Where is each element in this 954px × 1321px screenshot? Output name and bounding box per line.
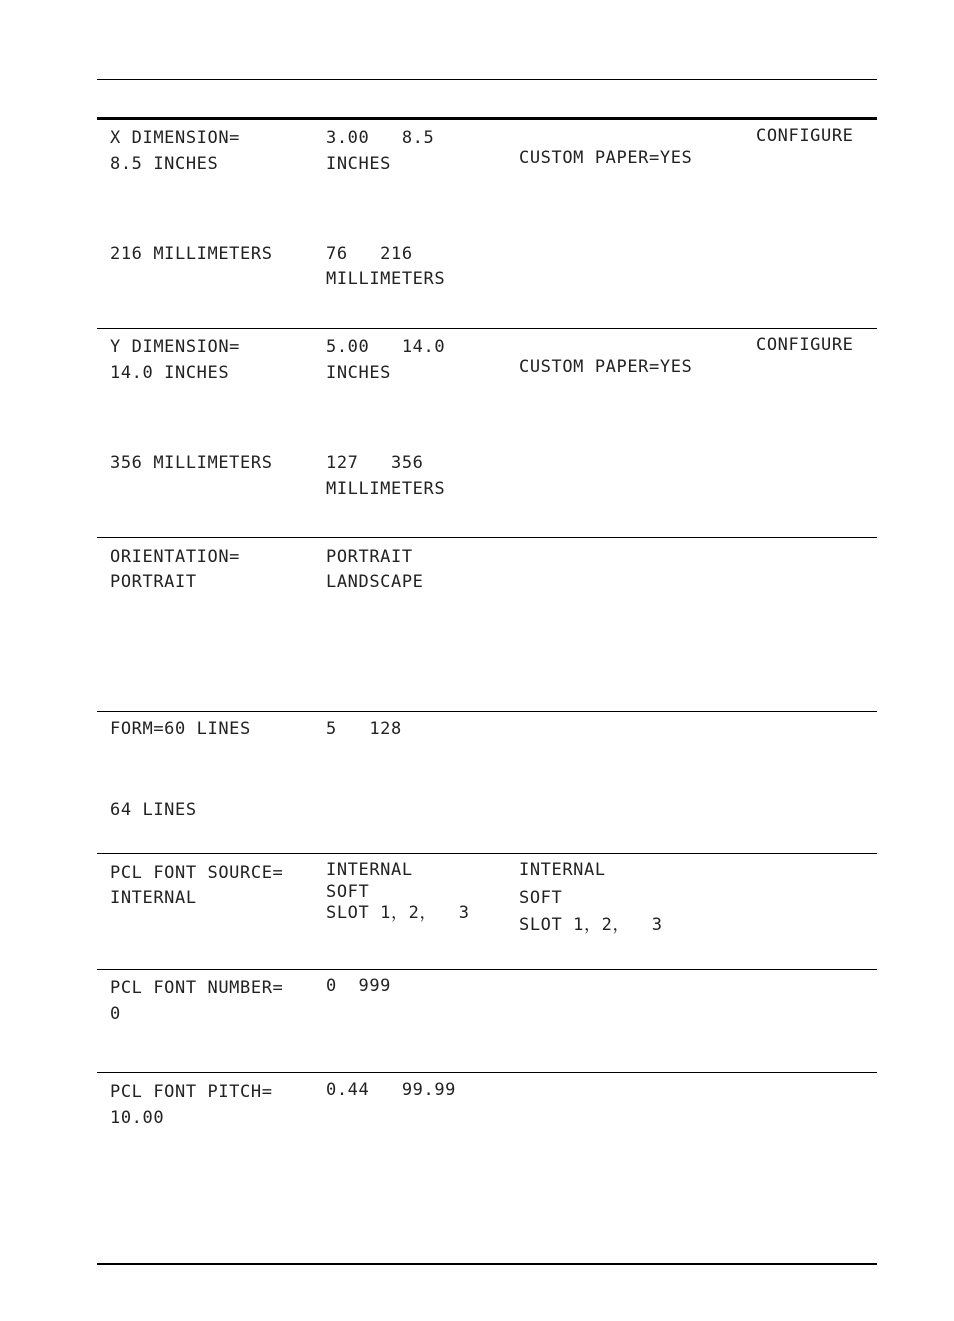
row-divider xyxy=(97,853,877,854)
value-option: SLOT 1，2， 3 xyxy=(326,903,470,923)
row-note: CUSTOM PAPER=YES xyxy=(519,148,693,168)
item-default-metric: 356 MILLIMETERS xyxy=(110,453,273,473)
menu-name: CONFIGURE xyxy=(756,335,854,355)
row-note: INTERNAL xyxy=(519,860,606,880)
item-name: PCL FONT PITCH= xyxy=(110,1082,273,1102)
item-name: PCL FONT NUMBER= xyxy=(110,978,284,998)
value-unit-metric: MILLIMETERS xyxy=(326,269,446,289)
item-default: 10.00 xyxy=(110,1108,165,1128)
row-divider xyxy=(97,328,877,329)
row-note: SLOT 1，2， 3 xyxy=(519,915,663,935)
value-range: 0 999 xyxy=(326,976,392,996)
value-range: 5.00 14.0 xyxy=(326,337,446,357)
item-name: Y DIMENSION= xyxy=(110,337,241,357)
value-unit: INCHES xyxy=(326,363,392,383)
item-default: INTERNAL xyxy=(110,888,197,908)
row-divider xyxy=(97,711,877,712)
item-default-alt: 64 LINES xyxy=(110,800,197,820)
row-divider xyxy=(97,969,877,970)
row-note: CUSTOM PAPER=YES xyxy=(519,357,693,377)
item-default: 14.0 INCHES xyxy=(110,363,230,383)
value-unit-metric: MILLIMETERS xyxy=(326,479,446,499)
row-divider xyxy=(97,537,877,538)
item-name: X DIMENSION= xyxy=(110,128,241,148)
item-default-metric: 216 MILLIMETERS xyxy=(110,244,273,264)
value-option: INTERNAL xyxy=(326,860,413,880)
row-note: SOFT xyxy=(519,888,563,908)
value-option: PORTRAIT xyxy=(326,547,413,567)
menu-name: CONFIGURE xyxy=(756,126,854,146)
item-name: FORM=60 LINES xyxy=(110,719,251,739)
value-range: 5 128 xyxy=(326,719,402,739)
value-option: SOFT xyxy=(326,882,370,902)
row-divider xyxy=(97,1072,877,1073)
item-default: 8.5 INCHES xyxy=(110,154,219,174)
value-range-metric: 127 356 xyxy=(326,453,424,473)
item-default: PORTRAIT xyxy=(110,572,197,592)
item-name: ORIENTATION= xyxy=(110,547,241,567)
table-header-rule xyxy=(97,117,877,120)
value-unit: INCHES xyxy=(326,154,392,174)
value-option: LANDSCAPE xyxy=(326,572,424,592)
value-range-metric: 76 216 xyxy=(326,244,413,264)
top-rule xyxy=(97,79,877,80)
value-range: 0.44 99.99 xyxy=(326,1080,457,1100)
item-name: PCL FONT SOURCE= xyxy=(110,863,284,883)
item-default: 0 xyxy=(110,1004,121,1024)
bottom-rule xyxy=(97,1263,877,1265)
value-range: 3.00 8.5 xyxy=(326,128,435,148)
